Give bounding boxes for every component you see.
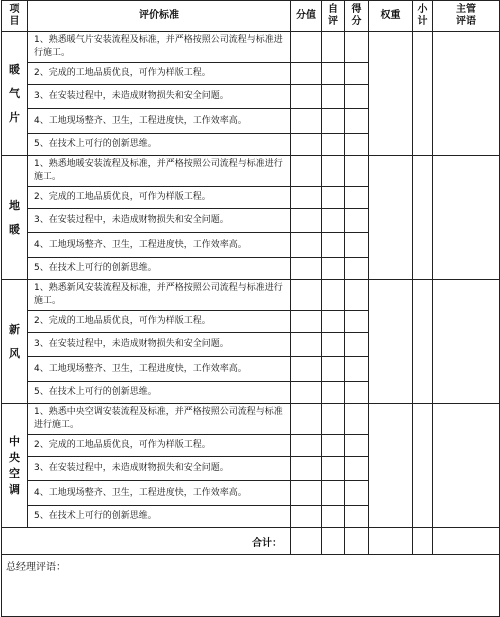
- subtotal-cell[interactable]: [413, 280, 433, 404]
- got-cell[interactable]: [345, 32, 369, 63]
- category-name: [2, 156, 28, 280]
- self-cell[interactable]: [322, 311, 345, 333]
- header-got: [345, 1, 369, 32]
- header-row: [2, 1, 500, 32]
- header-score: 分值: [291, 1, 322, 32]
- score-cell[interactable]: [291, 85, 322, 109]
- self-cell[interactable]: [322, 435, 345, 457]
- weight-cell[interactable]: [369, 156, 413, 280]
- header-weight: 权重: [369, 1, 413, 32]
- score-cell[interactable]: [291, 134, 322, 156]
- criteria-text: 3、在安装过程中，未造成财物损失和安全问题。: [28, 209, 291, 233]
- criteria-row: [2, 404, 500, 435]
- category-label: 中 央 空 调: [9, 434, 20, 496]
- criteria-text: 1、熟悉新风安装流程及标准，并严格按照公司流程与标准进行施工。: [28, 280, 291, 311]
- manager-cell[interactable]: [433, 404, 500, 528]
- criteria-text: 3、在安装过程中，未造成财物损失和安全问题。: [28, 85, 291, 109]
- header-got-text: 得 分: [351, 4, 362, 27]
- criteria-text: 2、完成的工地品质优良，可作为样版工程。: [28, 187, 291, 209]
- got-cell[interactable]: [345, 209, 369, 233]
- criteria-text: 1、熟悉地暖安装流程及标准，并严格按照公司流程与标准进行施工。: [28, 156, 291, 187]
- manager-cell[interactable]: [433, 32, 500, 156]
- self-cell[interactable]: [322, 506, 345, 528]
- score-cell[interactable]: [291, 457, 322, 481]
- got-cell[interactable]: [345, 109, 369, 134]
- got-cell[interactable]: [345, 357, 369, 382]
- got-cell[interactable]: [345, 435, 369, 457]
- subtotal-cell[interactable]: [413, 156, 433, 280]
- self-cell[interactable]: [322, 457, 345, 481]
- got-cell[interactable]: [345, 280, 369, 311]
- self-cell[interactable]: [322, 156, 345, 187]
- self-cell[interactable]: [322, 481, 345, 506]
- category-label: 新 风: [9, 322, 20, 360]
- category-name: [2, 404, 28, 528]
- header-manager: [433, 1, 500, 32]
- gm-row: [2, 555, 500, 617]
- score-cell[interactable]: [291, 187, 322, 209]
- score-cell[interactable]: [291, 333, 322, 357]
- score-cell[interactable]: [291, 233, 322, 258]
- self-cell[interactable]: [322, 404, 345, 435]
- category-label: 地 暖: [9, 198, 20, 236]
- got-cell[interactable]: [345, 134, 369, 156]
- self-cell[interactable]: [322, 63, 345, 85]
- score-cell[interactable]: [291, 32, 322, 63]
- self-cell[interactable]: [322, 233, 345, 258]
- self-cell[interactable]: [322, 357, 345, 382]
- self-cell[interactable]: [322, 280, 345, 311]
- score-cell[interactable]: [291, 209, 322, 233]
- header-item-text: 项 目: [9, 4, 20, 27]
- header-item: [2, 1, 28, 32]
- self-cell[interactable]: [322, 333, 345, 357]
- total-got-cell[interactable]: [345, 528, 369, 555]
- criteria-text: 5、在技术上可行的创新思维。: [28, 382, 291, 404]
- self-cell[interactable]: [322, 209, 345, 233]
- self-cell[interactable]: [322, 109, 345, 134]
- gm-label: 总经理评语：: [6, 562, 66, 573]
- score-cell[interactable]: [291, 258, 322, 280]
- score-cell[interactable]: [291, 156, 322, 187]
- criteria-text: 4、工地现场整齐、卫生，工程进度快，工作效率高。: [28, 109, 291, 134]
- got-cell[interactable]: [345, 187, 369, 209]
- criteria-text: 5、在技术上可行的创新思维。: [28, 506, 291, 528]
- header-subtotal: [413, 1, 433, 32]
- weight-cell[interactable]: [369, 32, 413, 156]
- self-cell[interactable]: [322, 32, 345, 63]
- total-label: 合计：: [2, 528, 291, 555]
- got-cell[interactable]: [345, 506, 369, 528]
- got-cell[interactable]: [345, 156, 369, 187]
- got-cell[interactable]: [345, 258, 369, 280]
- got-cell[interactable]: [345, 382, 369, 404]
- score-cell[interactable]: [291, 63, 322, 85]
- got-cell[interactable]: [345, 404, 369, 435]
- score-cell[interactable]: [291, 382, 322, 404]
- header-subtotal-text: 小 计: [417, 4, 428, 27]
- score-cell[interactable]: [291, 280, 322, 311]
- evaluation-table: [1, 0, 500, 617]
- self-cell[interactable]: [322, 85, 345, 109]
- category-name: [2, 32, 28, 156]
- criteria-text: 4、工地现场整齐、卫生，工程进度快，工作效率高。: [28, 233, 291, 258]
- subtotal-cell[interactable]: [413, 404, 433, 528]
- score-cell[interactable]: [291, 109, 322, 134]
- total-score-cell[interactable]: [291, 528, 322, 555]
- criteria-text: 4、工地现场整齐、卫生，工程进度快，工作效率高。: [28, 357, 291, 382]
- criteria-row: [2, 32, 500, 63]
- self-cell[interactable]: [322, 258, 345, 280]
- criteria-text: 3、在安装过程中，未造成财物损失和安全问题。: [28, 457, 291, 481]
- criteria-text: 3、在安装过程中，未造成财物损失和安全问题。: [28, 333, 291, 357]
- score-cell[interactable]: [291, 506, 322, 528]
- criteria-text: 2、完成的工地品质优良，可作为样版工程。: [28, 435, 291, 457]
- criteria-text: 4、工地现场整齐、卫生，工程进度快，工作效率高。: [28, 481, 291, 506]
- score-cell[interactable]: [291, 404, 322, 435]
- self-cell[interactable]: [322, 382, 345, 404]
- criteria-text: 5、在技术上可行的创新思维。: [28, 134, 291, 156]
- score-cell[interactable]: [291, 357, 322, 382]
- criteria-text: 1、熟悉中央空调安装流程及标准，并严格按照公司流程与标准进行施工。: [28, 404, 291, 435]
- category-label: 暖 气 片: [9, 62, 20, 124]
- got-cell[interactable]: [345, 233, 369, 258]
- total-subtotal-cell[interactable]: [413, 528, 433, 555]
- manager-cell[interactable]: [433, 280, 500, 404]
- manager-cell[interactable]: [433, 156, 500, 280]
- got-cell[interactable]: [345, 63, 369, 85]
- criteria-text: 2、完成的工地品质优良，可作为样版工程。: [28, 63, 291, 85]
- score-cell[interactable]: [291, 481, 322, 506]
- self-cell[interactable]: [322, 187, 345, 209]
- header-self: [322, 1, 345, 32]
- got-cell[interactable]: [345, 481, 369, 506]
- table-body: [2, 32, 500, 528]
- total-manager-cell[interactable]: [433, 528, 500, 555]
- got-cell[interactable]: [345, 457, 369, 481]
- got-cell[interactable]: [345, 333, 369, 357]
- criteria-text: 5、在技术上可行的创新思维。: [28, 258, 291, 280]
- self-cell[interactable]: [322, 134, 345, 156]
- criteria-text: 2、完成的工地品质优良，可作为样版工程。: [28, 311, 291, 333]
- header-manager-text: 主管 评语: [456, 4, 476, 27]
- total-row: [2, 528, 500, 555]
- got-cell[interactable]: [345, 85, 369, 109]
- weight-cell[interactable]: [369, 280, 413, 404]
- criteria-row: [2, 156, 500, 187]
- criteria-row: [2, 280, 500, 311]
- got-cell[interactable]: [345, 311, 369, 333]
- total-weight-cell[interactable]: [369, 528, 413, 555]
- total-self-cell[interactable]: [322, 528, 345, 555]
- gm-comment-cell[interactable]: [2, 555, 500, 617]
- category-name: [2, 280, 28, 404]
- criteria-text: 1、熟悉暖气片安装流程及标准，并严格按照公司流程与标准进行施工。: [28, 32, 291, 63]
- subtotal-cell[interactable]: [413, 32, 433, 156]
- header-criteria: 评价标准: [28, 1, 291, 32]
- weight-cell[interactable]: [369, 404, 413, 528]
- score-cell[interactable]: [291, 435, 322, 457]
- score-cell[interactable]: [291, 311, 322, 333]
- header-self-text: 自 评: [328, 4, 338, 27]
